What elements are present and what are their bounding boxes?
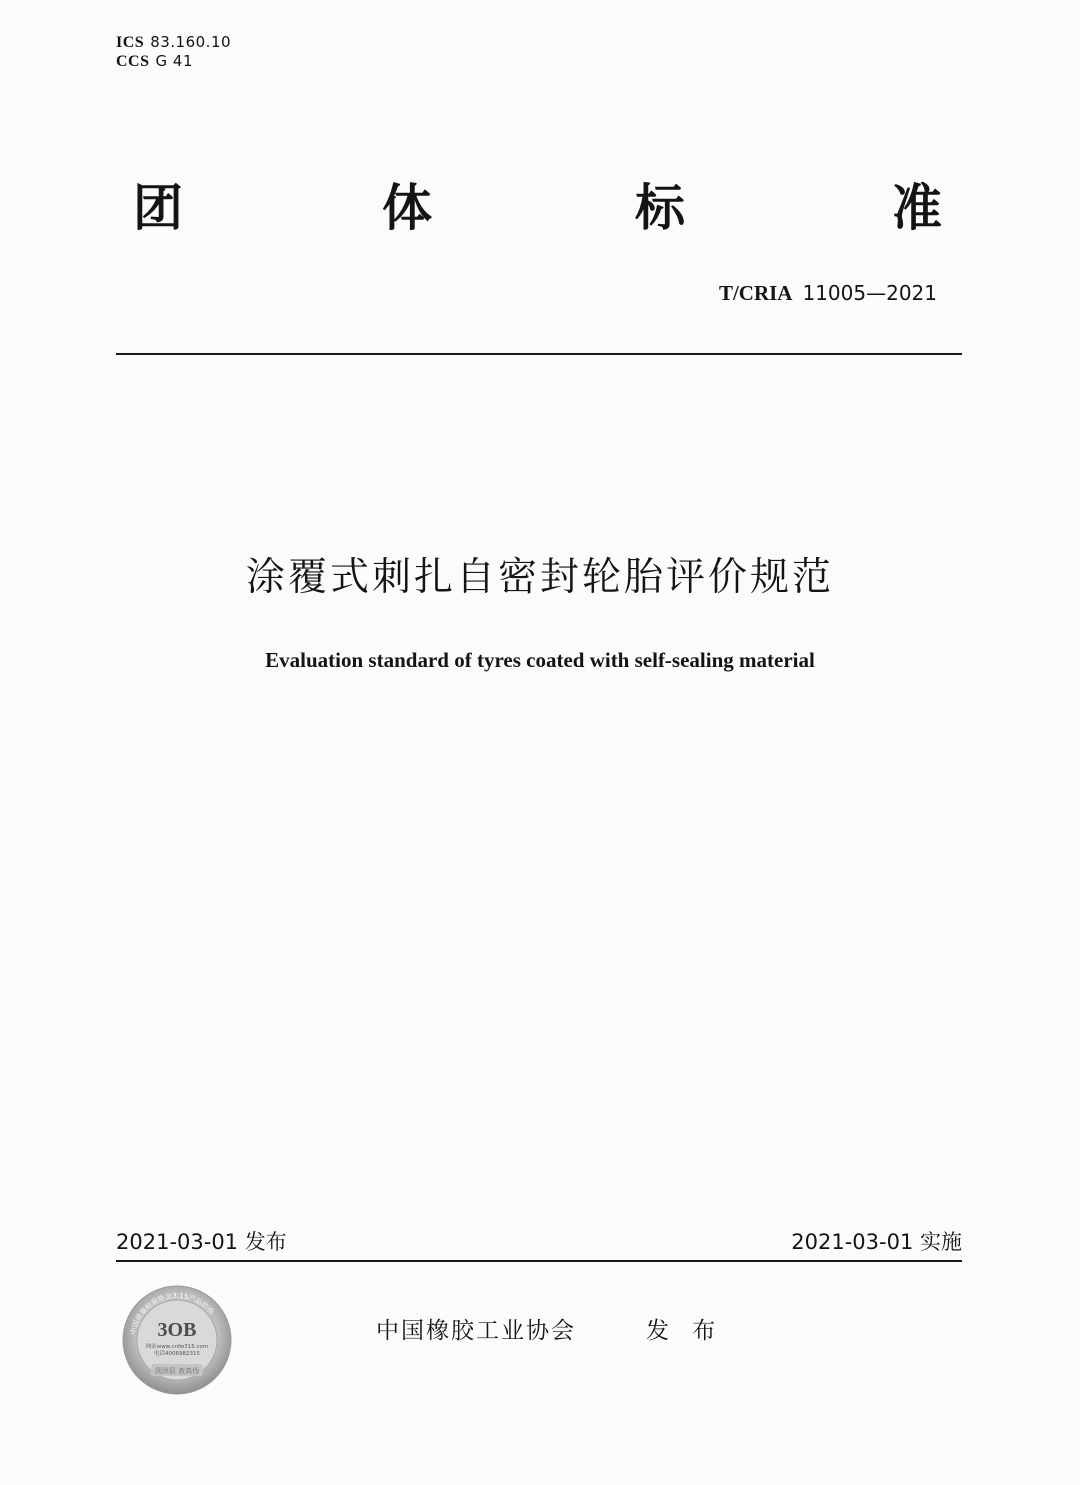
standard-value: 11005—2021 bbox=[802, 281, 937, 305]
heading-char-3: 标 bbox=[635, 179, 685, 237]
ccs-value: G 41 bbox=[155, 52, 193, 70]
svg-text:3OB: 3OB bbox=[157, 1319, 197, 1341]
ics-label: ICS bbox=[116, 34, 145, 51]
publish-label: 发 布 bbox=[646, 1318, 724, 1344]
standard-prefix: T/CRIA bbox=[718, 281, 793, 305]
svg-text:网站www.cnfw315.com: 网站www.cnfw315.com bbox=[145, 1344, 209, 1350]
heading-char-2: 体 bbox=[382, 179, 432, 237]
ics-code bbox=[116, 32, 231, 53]
svg-text:电话4006982315: 电话4006982315 bbox=[154, 1351, 200, 1357]
bottom-divider bbox=[116, 1260, 962, 1262]
anti-counterfeit-seal-icon bbox=[121, 1284, 233, 1396]
implement-date: 2021-03-01 实施 bbox=[791, 1230, 962, 1254]
standard-number bbox=[719, 280, 937, 306]
ics-value: 83.160.10 bbox=[150, 33, 232, 51]
ccs-code bbox=[116, 51, 193, 72]
top-divider bbox=[116, 353, 962, 355]
svg-text:刮涂层 查真伪: 刮涂层 查真伪 bbox=[154, 1367, 200, 1375]
svg-text:中国质量检验协会3.15产品防伪: 中国质量检验协会3.15产品防伪 bbox=[129, 1291, 216, 1336]
release-date: 2021-03-01 发布 bbox=[116, 1230, 287, 1254]
title-english: Evaluation standard of tyres coated with self-sealing material bbox=[265, 648, 815, 672]
ccs-label: CCS bbox=[116, 53, 150, 70]
heading-char-4: 准 bbox=[892, 179, 942, 237]
publisher-name: 中国橡胶工业协会 bbox=[376, 1318, 576, 1344]
heading-char-1: 团 bbox=[133, 179, 183, 237]
title-chinese: 涂覆式刺扎自密封轮胎评价规范 bbox=[245, 555, 834, 600]
